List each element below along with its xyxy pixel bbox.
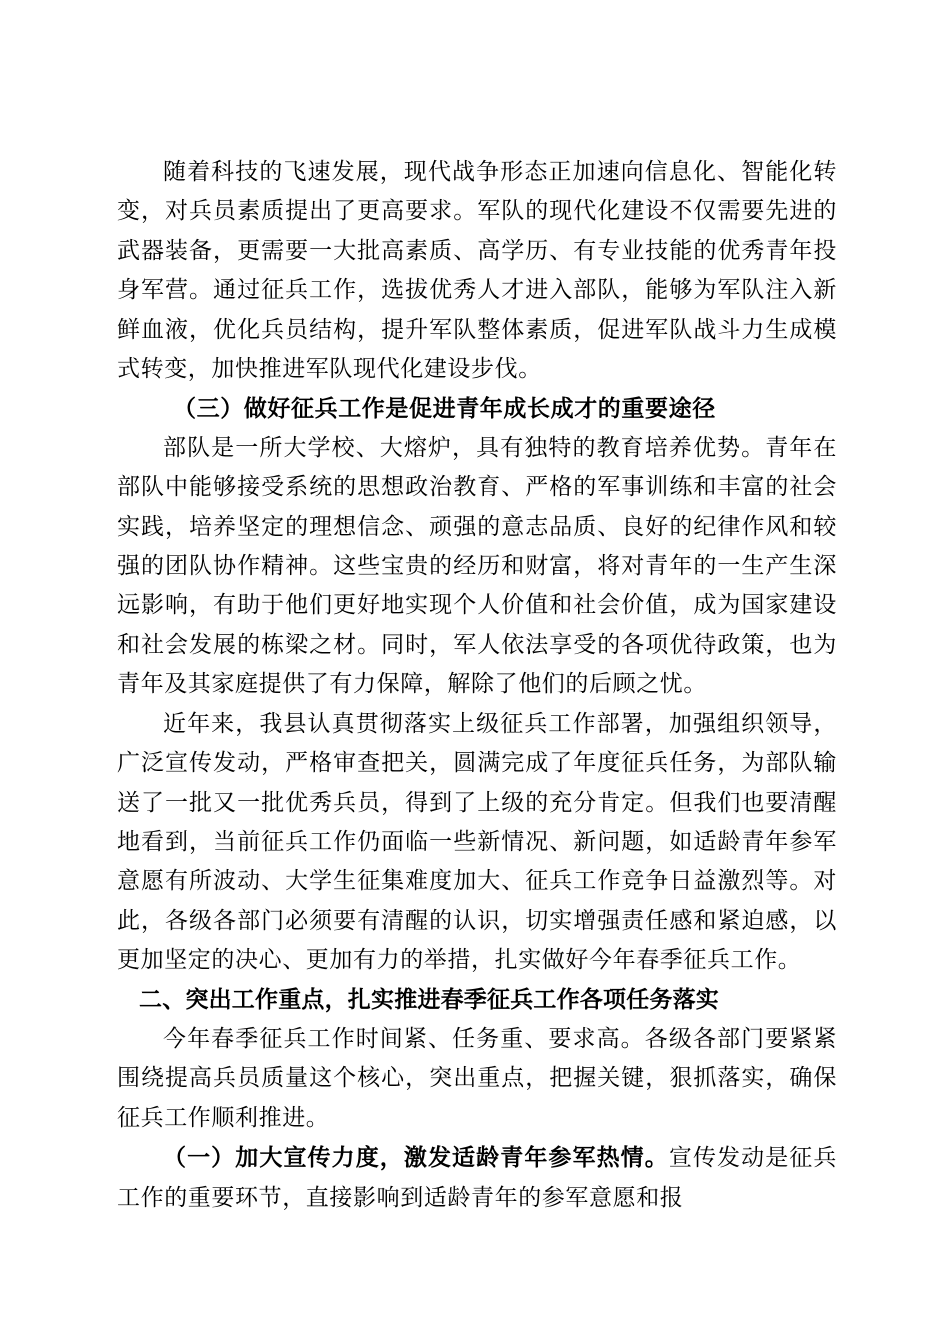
document-body [117,153,837,1218]
section-heading-key-tasks: 二、突出工作重点，扎实推进春季征兵工作各项任务落实 [139,986,719,1013]
paragraph-spring-recruitment: 今年春季征兵工作时间紧、任务重、要求高。各级各部门要紧紧围绕提高兵员质量这个核心，突出重点，把握关键，狠抓落实，确保征兵工作顺利推进。 [117,1025,837,1131]
paragraph-publicity-lead: （一）加大宣传力度，激发适龄青年参军热情。 [163,1144,669,1172]
paragraph-army-school: 部队是一所大学校、大熔炉，具有独特的教育培养优势。青年在部队中能够接受系统的思想政治教育、严格的军事训练和丰富的社会实践，培养坚定的理想信念、顽强的意志品质、良好的纪律作风和较强的团队协作精神。这些宝贵的经历和财富，将对青年的一生产生深远影响，有助于他们更好地实现个人价值和社会价值，成为国家建设和社会发展的栋梁之材。同时，军人依法享受的各项优待政策，也为青年及其家庭提供了有力保障，解除了他们的后顾之忧。 [117,434,837,698]
paragraph-modernization: 随着科技的飞速发展，现代战争形态正加速向信息化、智能化转变，对兵员素质提出了更高要求。军队的现代化建设不仅需要先进的武器装备，更需要一大批高素质、高学历、有专业技能的优秀青年投身军营。通过征兵工作，选拔优秀人才进入部队，能够为军队注入新鲜血液，优化兵员结构，提升军队整体素质，促进军队战斗力生成模式转变，加快推进军队现代化建设步伐。 [117,159,837,383]
subheading-youth-growth: （三）做好征兵工作是促进青年成长成才的重要途径 [173,395,716,423]
paragraph-publicity-text: 宣传发动是征兵工作的重要环节，直接影响到适龄青年的参军意愿和报 [117,1145,837,1211]
paragraph-publicity [117,1138,837,1218]
paragraph-recent-years: 近年来，我县认真贯彻落实上级征兵工作部署，加强组织领导，广泛宣传发动，严格审查把关，圆满完成了年度征兵任务，为部队输送了一批又一批优秀兵员，得到了上级的充分肯定。但我们也要清醒地看到，当前征兵工作仍面临一些新情况、新问题，如适龄青年参军意愿有所波动、大学生征集难度加大、征兵工作竞争日益激烈等。对此，各级各部门必须要有清醒的认识，切实增强责任感和紧迫感，以更加坚定的决心、更加有力的举措，扎实做好今年春季征兵工作。 [117,710,837,974]
